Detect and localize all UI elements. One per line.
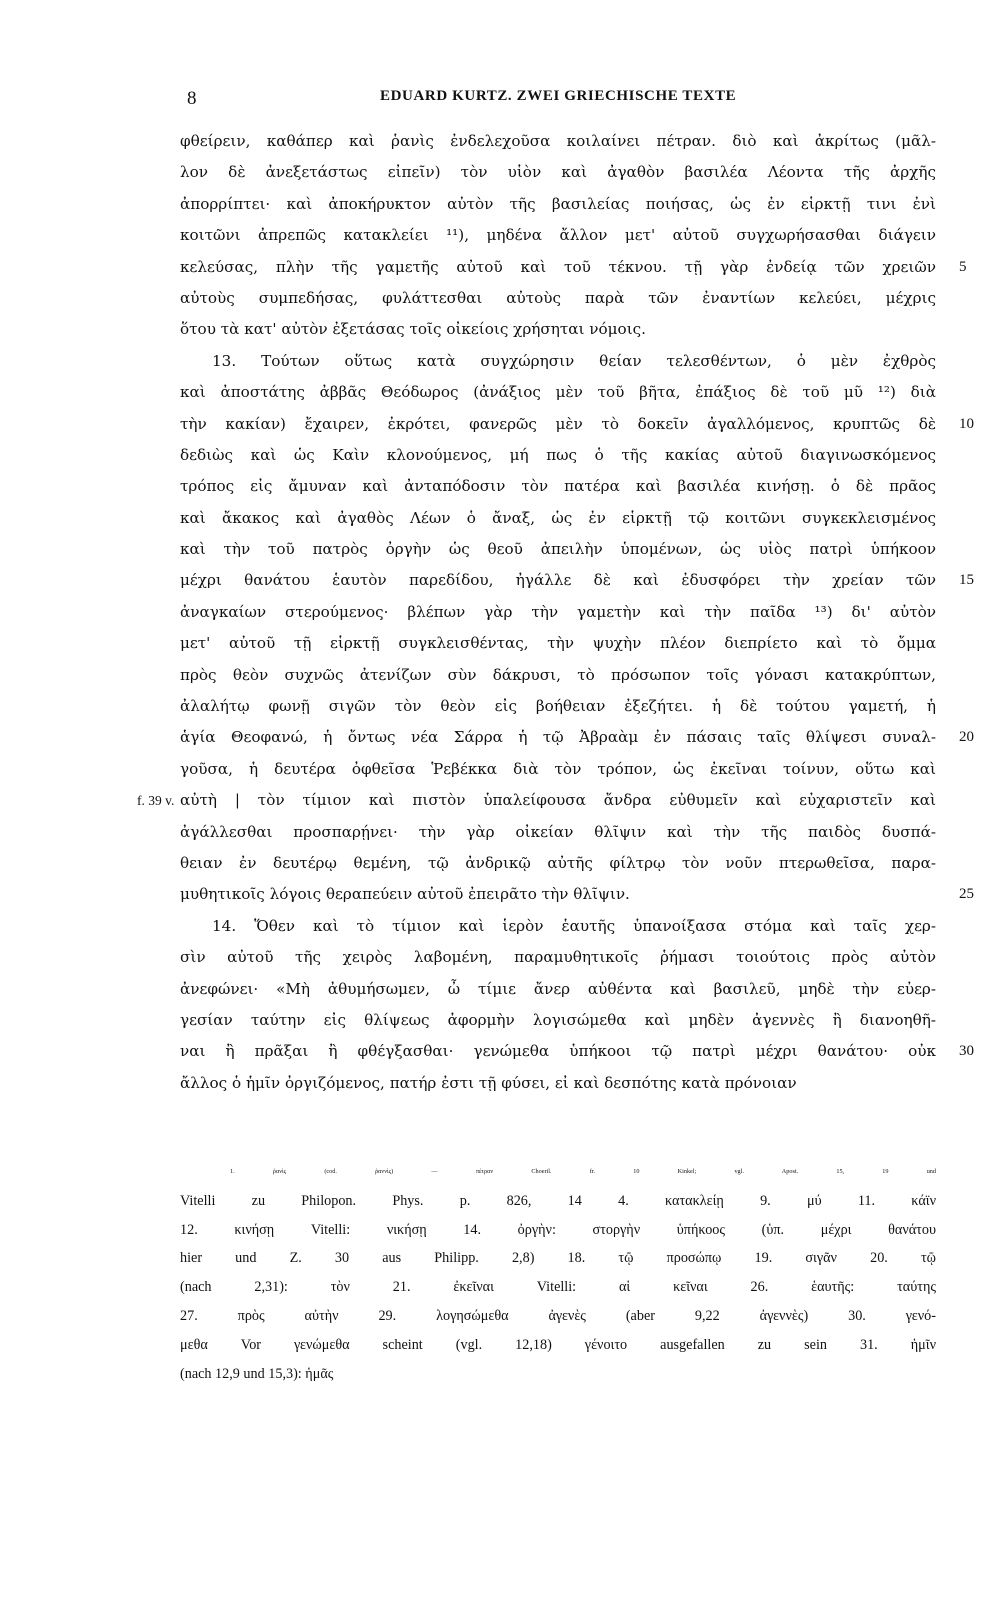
text-line [180, 628, 936, 659]
line-number: 25 [959, 886, 974, 903]
main-text [137, 126, 974, 1099]
note-line: Vitelli zu Philopon. Phys. p. 826, 14 4. κατακλείῃ 9. μύ 11. κάϊν [180, 1192, 936, 1209]
line-text: ὅτου τὰ κατ' αὐτὸν ἐξετάσας τοῖς οἰκείοις χρήσηται νόμοις. [180, 320, 646, 339]
line-text: ἁγία Θεοφανώ, ἡ ὄντως νέα Σάρρα ἡ τῷ Ἀβραὰμ ἐν πάσαις ταῖς θλίψεσι συναλ- [180, 728, 936, 747]
text-line [180, 974, 936, 1005]
note-line: hier und Z. 30 aus Philipp. 2,8) 18. τῷ προσώπῳ 19. σιγᾶν 20. τῷ [180, 1250, 936, 1267]
folio-marker: f. 39 v. [137, 793, 175, 809]
text-line [180, 220, 936, 251]
text-line [180, 691, 936, 722]
text-line [180, 565, 974, 596]
line-text: σὶν αὐτοῦ τῆς χειρὸς λαβομένη, παραμυθητικοῖς ῥήμασι τοιούτοις πρὸς αὐτὸν [180, 948, 936, 967]
text-line [180, 848, 936, 879]
line-text: δεδιὼς καὶ ὡς Καὶν κλονούμενος, μή πως ὁ τῆς κακίας αὐτοῦ διαγινωσκόμενος [180, 445, 936, 464]
line-text: καὶ τὴν τοῦ πατρὸς ὀργὴν ὡς θεοῦ ἀπειλὴν ὑπομένων, ὡς υἱὸς πατρὶ ὑπήκοον [180, 540, 936, 559]
page-number: 8 [187, 88, 197, 109]
note-line: 1. ῥανὶς (cod. ῥαννὶς) — πέτραν Choeril. fr. 10 Kinkel; vgl. Apost. 15, 19 und [230, 1168, 936, 1175]
text-line [180, 314, 936, 345]
text-line [180, 911, 936, 942]
line-text: μυθητικοῖς λόγοις θεραπεύειν αὐτοῦ ἐπειρᾶτο τὴν θλῖψιν. [180, 885, 630, 904]
line-text: τὴν κακίαν) ἔχαιρεν, ἐκρότει, φανερῶς μὲν τὸ δοκεῖν ἀγαλλόμενος, κρυπτῶς δὲ [180, 414, 936, 433]
line-text: ἀλαλήτῳ φωνῇ σιγῶν τὸν θεὸν εἰς βοήθειαν ἐξεζήτει. ἡ δὲ τούτου γαμετή, ἡ [180, 697, 936, 716]
line-text: γεσίαν ταύτην εἰς θλίψεως ἀφορμὴν λογισώμεθα καὶ μηδὲν ἀγεννὲς ἢ διανοηθῆ- [180, 1010, 936, 1029]
text-line [180, 534, 936, 565]
line-text: μέχρι θανάτου ἑαυτὸν παρεδίδου, ἠγάλλε δὲ καὶ ἐδυσφόρει τὴν χρείαν τῶν [180, 571, 936, 590]
note-line: (nach 2,31): τὸν 21. ἐκεῖναι Vitelli: αἱ κεῖναι 26. ἑαυτῆς: ταύτης [180, 1279, 936, 1296]
text-line [180, 1036, 974, 1067]
line-text: λον δὲ ἀνεξετάστως εἰπεῖν) τὸν υἱὸν καὶ ἀγαθὸν βασιλέα Λέοντα τῆς ἀρχῆς [180, 163, 936, 182]
line-text: ἄλλος ὁ ἡμῖν ὀργιζόμενος, πατήρ ἐστι τῇ φύσει, εἰ καὶ δεσπότης κατὰ πρόνοιαν [180, 1073, 797, 1092]
line-text: καὶ ἄκακος καὶ ἀγαθὸς Λέων ὁ ἄναξ, ὡς ἐν εἱρκτῇ τῷ κοιτῶνι συγκεκλεισμένος [180, 508, 936, 527]
line-text: θειαν ἐν δευτέρῳ θεμένη, τῷ ἀνδρικῷ αὐτῆς φίλτρῳ τὸν νοῦν πτερωθεῖσα, παρα- [180, 853, 936, 872]
line-number: 30 [959, 1043, 974, 1060]
note-line: 27. πρὸς αὐτὴν 29. λογησώμεθα ἀγενὲς (aber 9,22 ἀγεννὲς) 30. γενό- [180, 1307, 936, 1324]
line-number: 10 [959, 415, 974, 432]
text-line [180, 157, 936, 188]
line-number: 15 [959, 572, 974, 589]
line-text: αὐτοὺς συμπεδήσας, φυλάττεσθαι αὐτοὺς παρὰ τῶν ἐναντίων κελεύει, μέχρις [180, 288, 936, 307]
line-text: αὐτὴ | τὸν τίμιον καὶ πιστὸν ὑπαλείφουσα ἄνδρα εὐθυμεῖν καὶ εὐχαριστεῖν καὶ [180, 791, 936, 810]
line-text: ἀνεφώνει· «Μὴ ἀθυμήσωμεν, ὦ τίμιε ἄνερ αὐθέντα καὶ βασιλεῦ, μηδὲ τὴν εὐερ- [180, 979, 936, 998]
critical-apparatus [180, 1158, 936, 1388]
line-text: κελεύσας, πλὴν τῆς γαμετῆς αὐτοῦ καὶ τοῦ τέκνου. τῇ γὰρ ἐνδείᾳ τῶν χρειῶν [180, 257, 936, 276]
text-line [180, 377, 936, 408]
text-line [180, 409, 974, 440]
line-text: 13. Τούτων οὕτως κατὰ συγχώρησιν θείαν τελεσθέντων, ὁ μὲν ἐχθρὸς [212, 351, 936, 370]
text-line [180, 597, 936, 628]
line-text: 14. Ὅθεν καὶ τὸ τίμιον καὶ ἱερὸν ἑαυτῆς ὑπανοίξασα στόμα καὶ ταῖς χερ- [212, 916, 936, 935]
text-line [180, 283, 936, 314]
line-text: ἀπορρίπτει· καὶ ἀποκήρυκτον αὐτὸν τῆς βασιλείας ποιήσας, ὡς ἐν εἱρκτῇ τινι ἐνὶ [180, 194, 936, 213]
text-line [180, 942, 936, 973]
line-text: κοιτῶνι ἀπρεπῶς κατακλείει ¹¹), μηδένα ἄλλον μετ' αὐτοῦ συγχωρήσασθαι διάγειν [180, 226, 936, 245]
line-text: γοῦσα, ἡ δευτέρα ὀφθεῖσα Ῥεβέκκα διὰ τὸν τρόπον, ὡς ἐκεῖναι τοίνυν, οὕτω καὶ [180, 759, 936, 778]
text-line [180, 1005, 936, 1036]
line-text: μετ' αὐτοῦ τῇ εἱρκτῇ συγκλεισθέντας, τὴν ψυχὴν πλέον διεπρίετο καὶ τὸ ὄμμα [180, 634, 936, 653]
line-text: καὶ ἀποστάτης ἀββᾶς Θεόδωρος (ἀνάξιος μὲν τοῦ βῆτα, ἐπάξιος δὲ τοῦ μῦ ¹²) διὰ [180, 383, 936, 402]
text-line [180, 817, 936, 848]
line-text: πρὸς θεὸν συχνῶς ἀτενίζων σὺν δάκρυσι, τὸ πρόσωπον τοῖς γόνασι κατακρύπτων, [180, 665, 936, 684]
note-line: (nach 12,9 und 15,3): ἡμᾶς [180, 1365, 334, 1382]
line-text: ναι ἢ πρᾶξαι ἢ φθέγξασθαι· γενώμεθα ὑπήκοοι τῷ πατρὶ μέχρι θανάτου· οὐκ [180, 1042, 936, 1061]
line-text: φθείρειν, καθάπερ καὶ ῥανὶς ἐνδελεχοῦσα κοιλαίνει πέτραν. διὸ καὶ ἀκρίτως (μᾶλ- [180, 132, 936, 150]
text-line [180, 754, 936, 785]
text-line [180, 126, 936, 157]
running-title: EDUARD KURTZ. ZWEI GRIECHISCHE TEXTE [380, 88, 737, 104]
text-line [180, 722, 974, 753]
text-line [180, 660, 936, 691]
note-line: μεθα Vor γενώμεθα scheint (vgl. 12,18) γένοιτο ausgefallen zu sein 31. ἡμῖν [180, 1336, 936, 1353]
line-text: ἀναγκαίων στερούμενος· βλέπων γὰρ τὴν γαμετὴν καὶ τὴν παῖδα ¹³) δι' αὐτὸν [180, 602, 936, 621]
text-line [137, 785, 936, 816]
note-line: 12. κινήσῃ Vitelli: νικήσῃ 14. ὀργὴν: στοργὴν ὑπήκοος (ὑπ. μέχρι θανάτου [180, 1221, 936, 1238]
text-line [180, 1068, 936, 1099]
text-line [180, 440, 936, 471]
text-line [180, 879, 974, 910]
text-line [180, 252, 967, 283]
text-line [180, 346, 936, 377]
line-text: τρόπος εἰς ἄμυναν καὶ ἀνταπόδοσιν τὸν πατέρα καὶ βασιλέα κινήσῃ. ὁ δὲ πρᾶος [180, 477, 936, 496]
text-line [180, 471, 936, 502]
line-number: 5 [959, 258, 967, 275]
text-line [180, 189, 936, 220]
line-number: 20 [959, 729, 974, 746]
line-text: ἀγάλλεσθαι προσπαρῄνει· τὴν γὰρ οἰκείαν θλῖψιν καὶ τὴν τῆς παιδὸς δυσπά- [180, 822, 936, 841]
text-line [180, 503, 936, 534]
